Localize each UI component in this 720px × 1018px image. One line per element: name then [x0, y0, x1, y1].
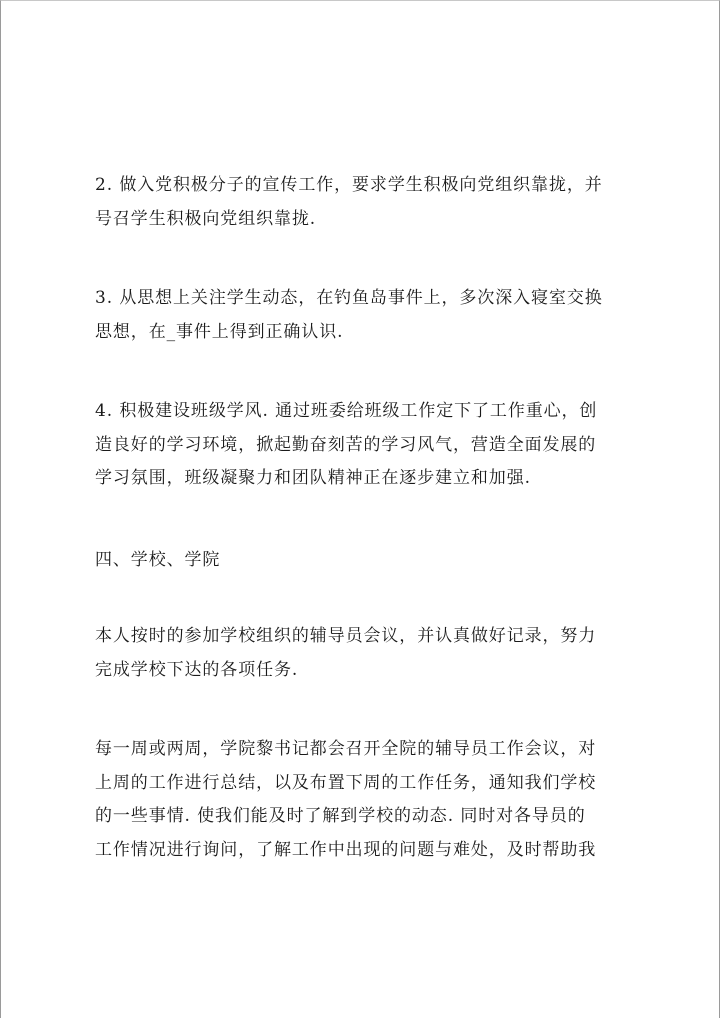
section-heading — [95, 544, 635, 578]
text-line: 上周的工作进行总结，以及布置下周的工作任务，通知我们学校 — [95, 772, 597, 793]
text-line: 3. 从思想上关注学生动态，在钓鱼岛事件上，多次深入寝室交换 — [95, 288, 603, 308]
text-line: 四、学校、学院 — [95, 550, 221, 570]
text-line: 造良好的学习环境，掀起勤奋刻苦的学习风气，营造全面发展的 — [95, 434, 597, 455]
text-line: 思想，在_事件上得到正确认识. — [95, 321, 344, 342]
paragraph-college-meetings — [95, 733, 635, 867]
text-line: 每一周或两周，学院黎书记都会召开全院的辅导员工作会议，对 — [95, 739, 597, 759]
text-line: 完成学校下达的各项任务. — [95, 659, 299, 680]
text-line: 4. 积极建设班级学风. 通过班委给班级工作定下了工作重心，创 — [95, 401, 598, 421]
paragraph-item-2 — [95, 169, 635, 236]
paragraph-item-3 — [95, 282, 635, 349]
text-line: 的一些事情. 使我们能及时了解到学校的动态. 同时对各导员的 — [95, 806, 586, 826]
text-line: 本人按时的参加学校组织的辅导员会议，并认真做好记录，努力 — [95, 626, 597, 646]
paragraph-item-4 — [95, 395, 635, 496]
paragraph-school-meetings — [95, 620, 635, 687]
text-line: 2. 做入党积极分子的宣传工作，要求学生积极向党组织靠拢，并 — [95, 175, 603, 195]
text-line: 号召学生积极向党组织靠拢. — [95, 208, 317, 229]
text-line: 学习氛围，班级凝聚力和团队精神正在逐步建立和加强. — [95, 468, 531, 488]
text-line: 工作情况进行询问，了解工作中出现的问题与难处，及时帮助我 — [95, 839, 597, 860]
